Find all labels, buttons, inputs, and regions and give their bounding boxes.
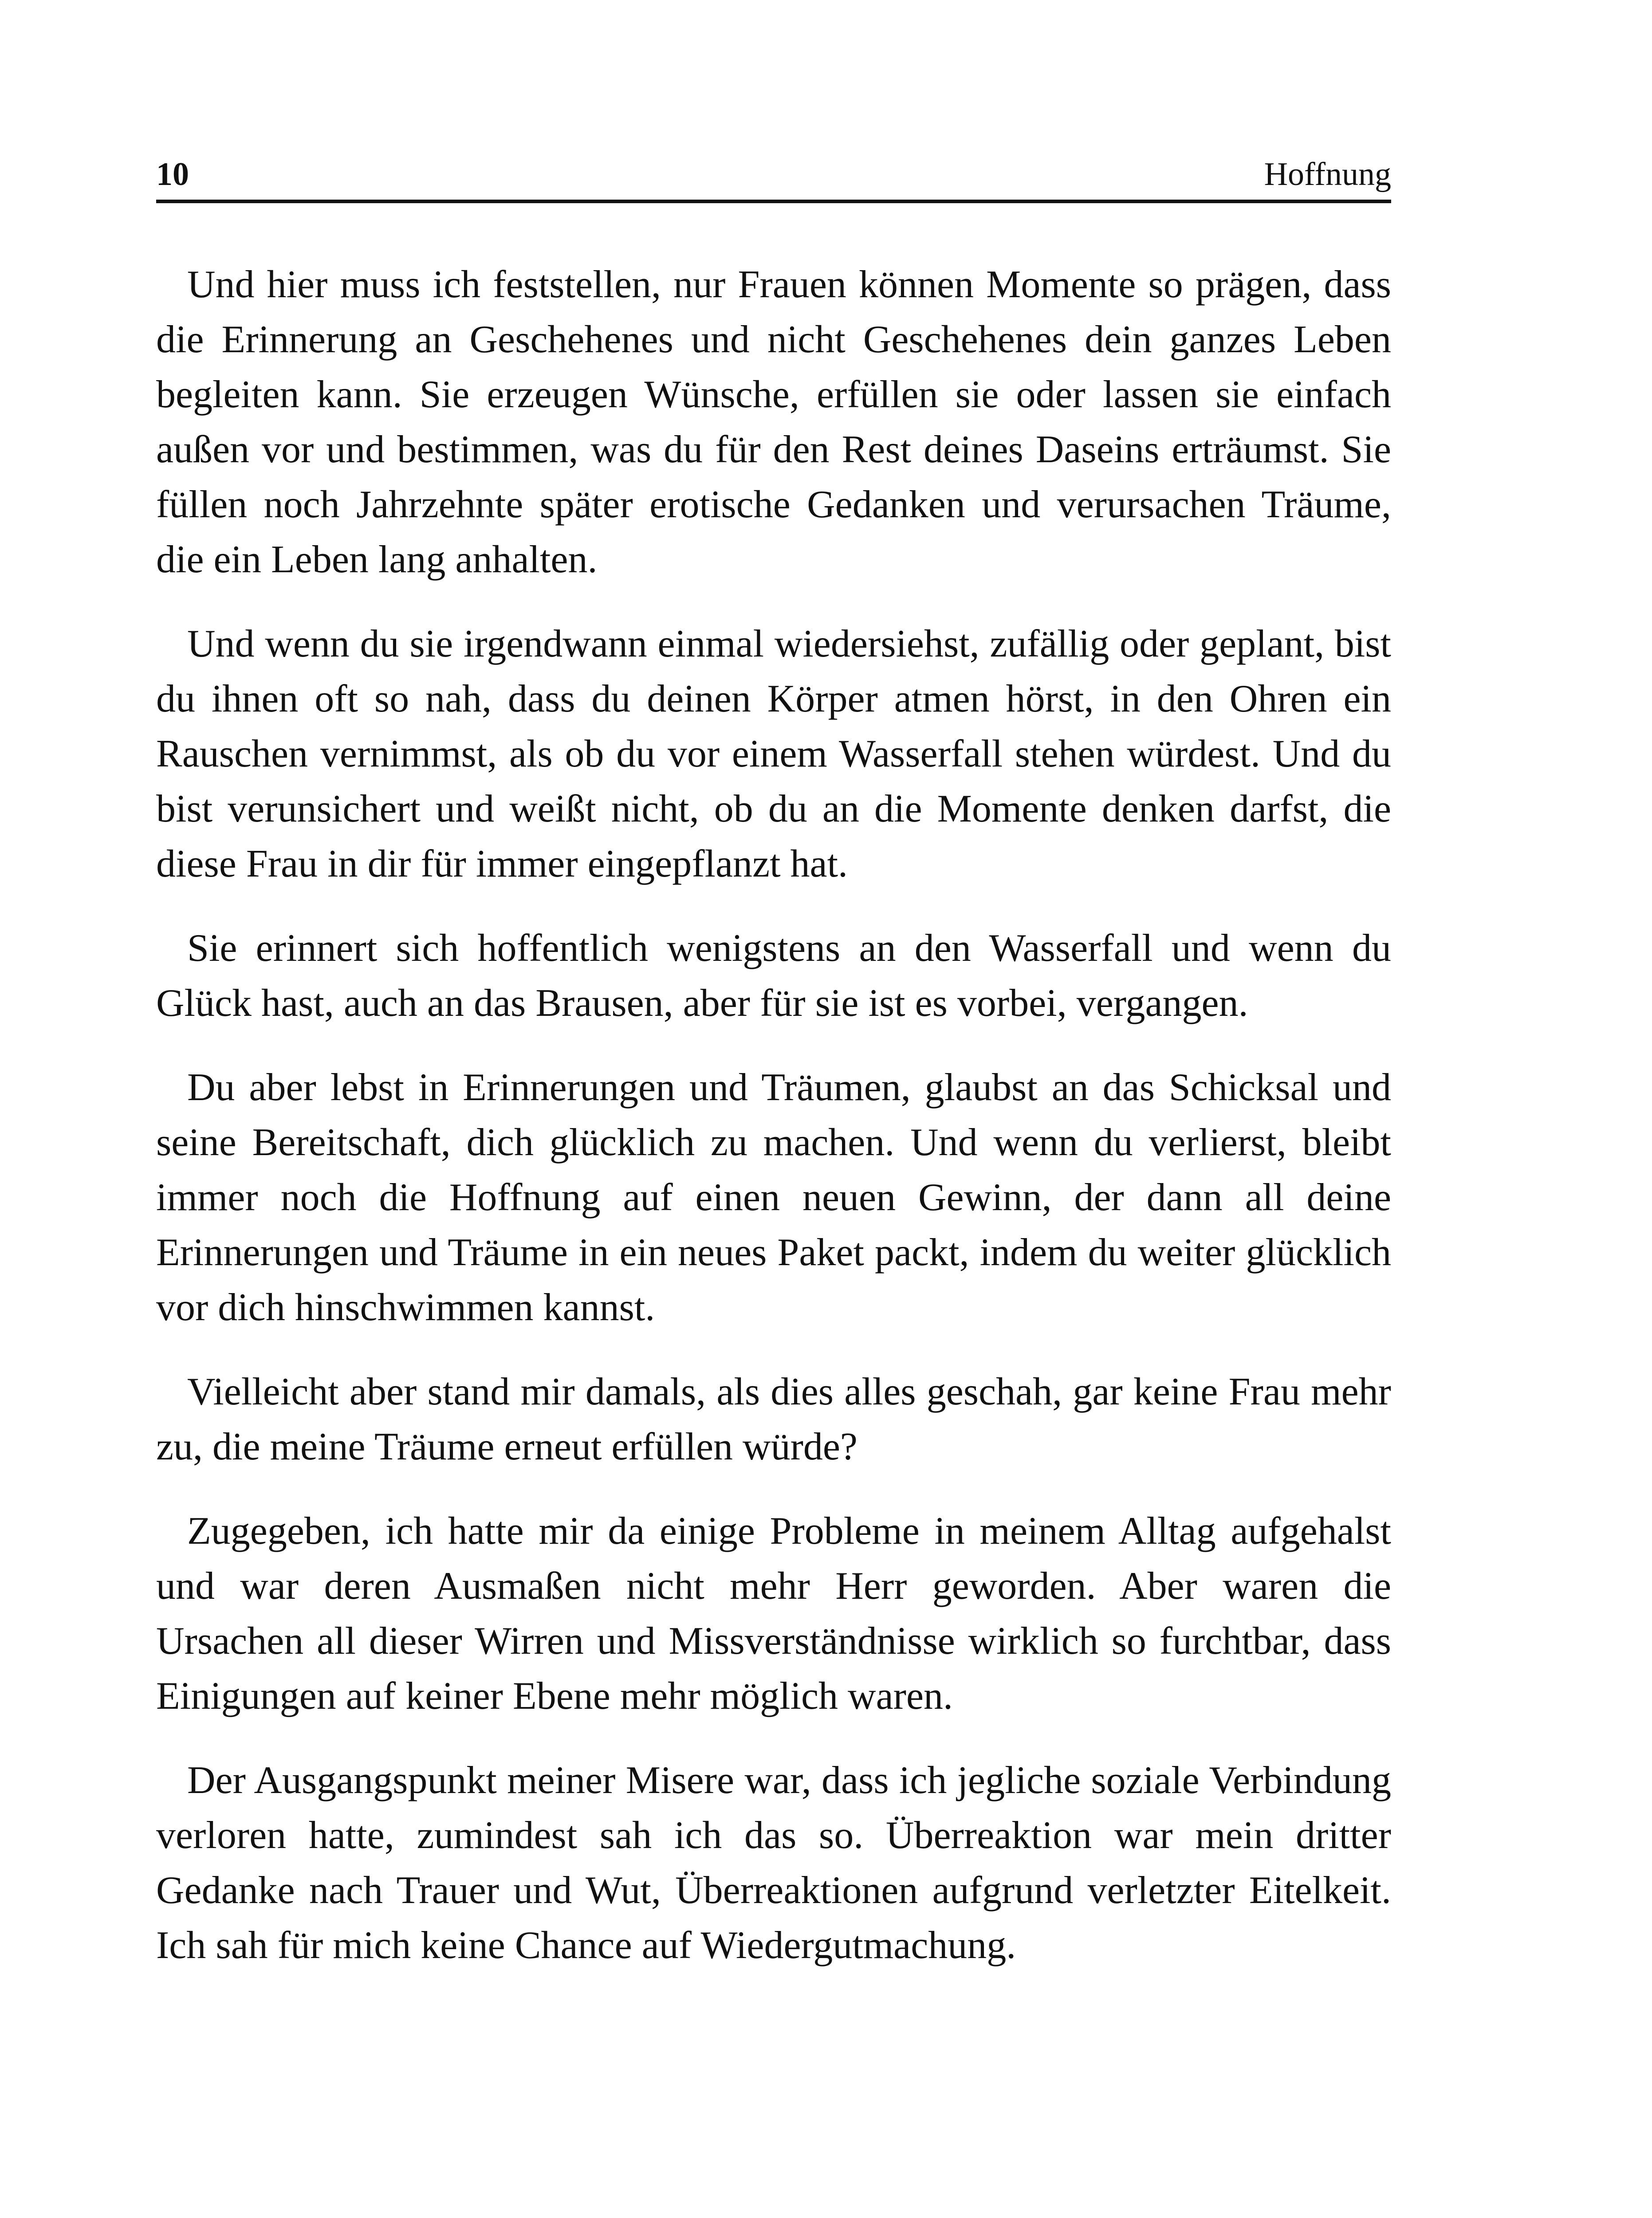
paragraph: Zugegeben, ich hatte mir da einige Probleme in meinem Alltag aufgehalst und war deren Ausmaßen nicht mehr Herr geworden. Aber waren die Ursachen all dieser Wirren und Missverständnisse wirklich so furchtbar, dass Einigungen auf keiner Ebene mehr möglich waren. [156,1510,1391,1718]
paragraph: Vielleicht aber stand mir damals, als dies alles geschah, gar keine Frau mehr zu, die meine Träume erneut erfüllen würde? [156,1370,1391,1468]
running-title: Hoffnung [1264,156,1391,193]
book-page [156,0,1391,2218]
body-text [156,257,1391,2002]
running-header [156,154,1391,203]
paragraph: Du aber lebst in Erinnerungen und Träumen, glaubst an das Schicksal und seine Bereitschaft, dich glücklich zu machen. Und wenn du verlierst, bleibt immer noch die Hoffnung auf einen neuen Gewinn, der dann all deine Erinnerungen und Träume in ein neues Paket packt, indem du weiter glücklich vor dich hinschwimmen kannst. [156,1066,1391,1329]
paragraph: Und hier muss ich feststellen, nur Frauen können Momente so prägen, dass die Erinnerung an Geschehenes und nicht Geschehenes dein ganzes Leben begleiten kann. Sie erzeugen Wünsche, erfüllen sie oder lassen sie einfach außen vor und bestimmen, was du für den Rest deines Daseins erträumst. Sie füllen noch Jahrzehnte später erotische Gedanken und verursachen Träume, die ein Leben lang anhalten. [156,263,1391,581]
paragraph: Und wenn du sie irgendwann einmal wiedersiehst, zufällig oder geplant, bist du ihnen oft so nah, dass du deinen Körper atmen hörst, in den Ohren ein Rauschen vernimmst, als ob du vor einem Wasserfall stehen würdest. Und du bist verunsichert und weißt nicht, ob du an die Momente denken darfst, die diese Frau in dir für immer eingepflanzt hat. [156,622,1391,885]
paragraph: Sie erinnert sich hoffentlich wenigstens an den Wasserfall und wenn du Glück hast, auch an das Brausen, aber für sie ist es vorbei, vergangen. [156,927,1391,1025]
page-number: 10 [156,156,189,193]
paragraph: Der Ausgangspunkt meiner Misere war, dass ich jegliche soziale Verbindung verloren hatte, zumindest sah ich das so. Überreaktion war mein dritter Gedanke nach Trauer und Wut, Überreaktionen aufgrund verletzter Eitelkeit. Ich sah für mich keine Chance auf Wiedergutmachung. [156,1759,1391,1967]
